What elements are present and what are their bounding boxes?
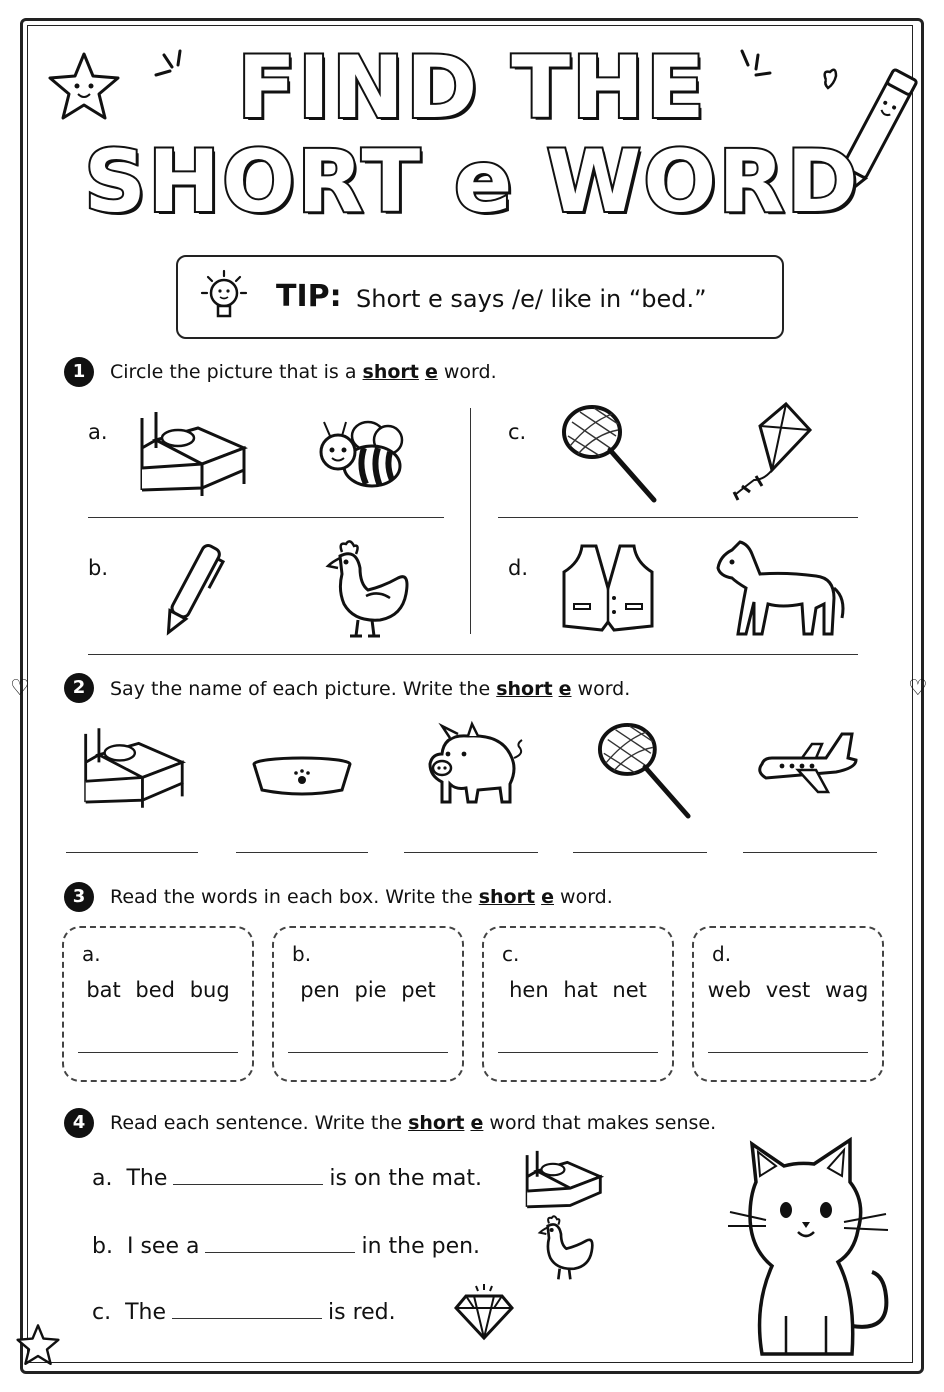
item-letter-c: c. — [508, 420, 527, 444]
instruction-text: Read the words in each box. Write the — [110, 886, 479, 908]
word-box-d — [692, 926, 884, 1082]
sentence-end: in the pen. — [361, 1234, 481, 1259]
sentence-end: is red. — [328, 1300, 396, 1325]
sentence-letter: a. — [92, 1166, 113, 1191]
underlined-word: short — [478, 886, 536, 908]
question-2-instruction — [110, 678, 630, 700]
hen-icon — [534, 1214, 596, 1282]
cat-icon — [726, 1136, 898, 1360]
sentence-blank[interactable] — [173, 1166, 323, 1185]
underlined-word: short — [408, 1112, 465, 1134]
underlined-word: short — [496, 678, 553, 700]
underlined-letter: e — [558, 678, 572, 700]
answer-line[interactable] — [78, 1052, 238, 1053]
kite-icon[interactable] — [728, 400, 814, 502]
answer-line[interactable] — [288, 1052, 448, 1053]
sentence-start: The — [125, 1300, 167, 1325]
sentence-b — [92, 1234, 480, 1259]
pen-icon[interactable] — [158, 540, 224, 640]
bowl-icon[interactable] — [250, 756, 354, 796]
tip-label: TIP: — [276, 279, 342, 314]
word-choices: bat bed bug — [86, 978, 230, 1002]
question-3-instruction — [110, 886, 613, 908]
divider — [88, 517, 444, 518]
sentence-blank[interactable] — [172, 1300, 322, 1319]
word-choices: hen hat net — [509, 978, 647, 1002]
answer-line[interactable] — [573, 852, 707, 853]
question-4-number: 4 — [64, 1108, 94, 1138]
question-1-instruction — [110, 361, 497, 383]
sentence-blank[interactable] — [205, 1234, 355, 1253]
box-letter: a. — [82, 942, 101, 966]
lightbulb-icon — [194, 269, 254, 329]
item-letter-b: b. — [88, 556, 109, 580]
word-choices: web vest wag — [707, 978, 869, 1002]
sentence-end: is on the mat. — [329, 1166, 482, 1191]
divider — [498, 517, 858, 518]
net-icon[interactable] — [560, 402, 660, 504]
bed-icon — [522, 1148, 604, 1214]
item-letter-a: a. — [88, 420, 108, 444]
heart-icon: ♡ — [908, 676, 928, 701]
question-3-number: 3 — [64, 882, 94, 912]
instruction-text: word. — [437, 361, 497, 383]
question-2-number: 2 — [64, 673, 94, 703]
word-box-a — [62, 926, 254, 1082]
vest-icon[interactable] — [560, 542, 656, 634]
underlined-letter: e — [541, 886, 554, 908]
pig-icon[interactable] — [420, 724, 528, 806]
box-letter: d. — [712, 942, 732, 966]
instruction-text: Read each sentence. Write the — [110, 1112, 409, 1134]
page-title-line-1: FIND THE — [237, 38, 707, 138]
answer-line[interactable] — [66, 852, 198, 853]
underlined-word: short — [362, 361, 419, 383]
item-letter-d: d. — [508, 556, 529, 580]
instruction-text: Circle the picture that is a — [110, 361, 363, 383]
jet-icon[interactable] — [752, 728, 862, 794]
box-letter: b. — [292, 942, 312, 966]
tip-box — [176, 255, 784, 339]
instruction-text: word. — [571, 678, 631, 700]
underlined-letter: e — [470, 1112, 484, 1134]
question-1-number: 1 — [64, 357, 94, 387]
sentence-c — [92, 1300, 396, 1325]
sentence-letter: c. — [92, 1300, 112, 1325]
net-icon[interactable] — [596, 720, 694, 820]
answer-line[interactable] — [743, 852, 877, 853]
sentence-start: The — [126, 1166, 168, 1191]
gem-icon — [454, 1282, 514, 1342]
answer-line[interactable] — [498, 1052, 658, 1053]
word-box-b — [272, 926, 464, 1082]
answer-line[interactable] — [236, 852, 368, 853]
instruction-text: Say the name of each picture. Write the — [110, 678, 497, 700]
box-letter: c. — [502, 942, 520, 966]
hen-icon[interactable] — [320, 538, 412, 640]
word-box-c — [482, 926, 674, 1082]
instruction-text: word that makes sense. — [483, 1112, 717, 1134]
sentence-start: I see a — [126, 1234, 200, 1259]
heart-icon: ♡ — [10, 676, 30, 701]
bed-icon[interactable] — [80, 724, 186, 812]
word-choices: pen pie pet — [300, 978, 436, 1002]
answer-line[interactable] — [404, 852, 538, 853]
sentence-a — [92, 1166, 482, 1191]
page-title-line-2: SHORT e WORD — [84, 132, 860, 232]
underlined-letter: e — [424, 361, 438, 383]
bed-icon[interactable] — [136, 408, 248, 500]
tip-text: Short e says /e/ like in “bed.” — [356, 285, 707, 313]
divider — [88, 654, 858, 655]
vertical-divider — [470, 408, 471, 634]
horse-icon[interactable] — [716, 538, 848, 640]
question-4-instruction — [110, 1112, 716, 1134]
instruction-text: word. — [554, 886, 613, 908]
answer-line[interactable] — [708, 1052, 868, 1053]
sentence-letter: b. — [92, 1234, 113, 1259]
bee-icon[interactable] — [316, 414, 408, 494]
star-icon — [14, 1322, 62, 1366]
